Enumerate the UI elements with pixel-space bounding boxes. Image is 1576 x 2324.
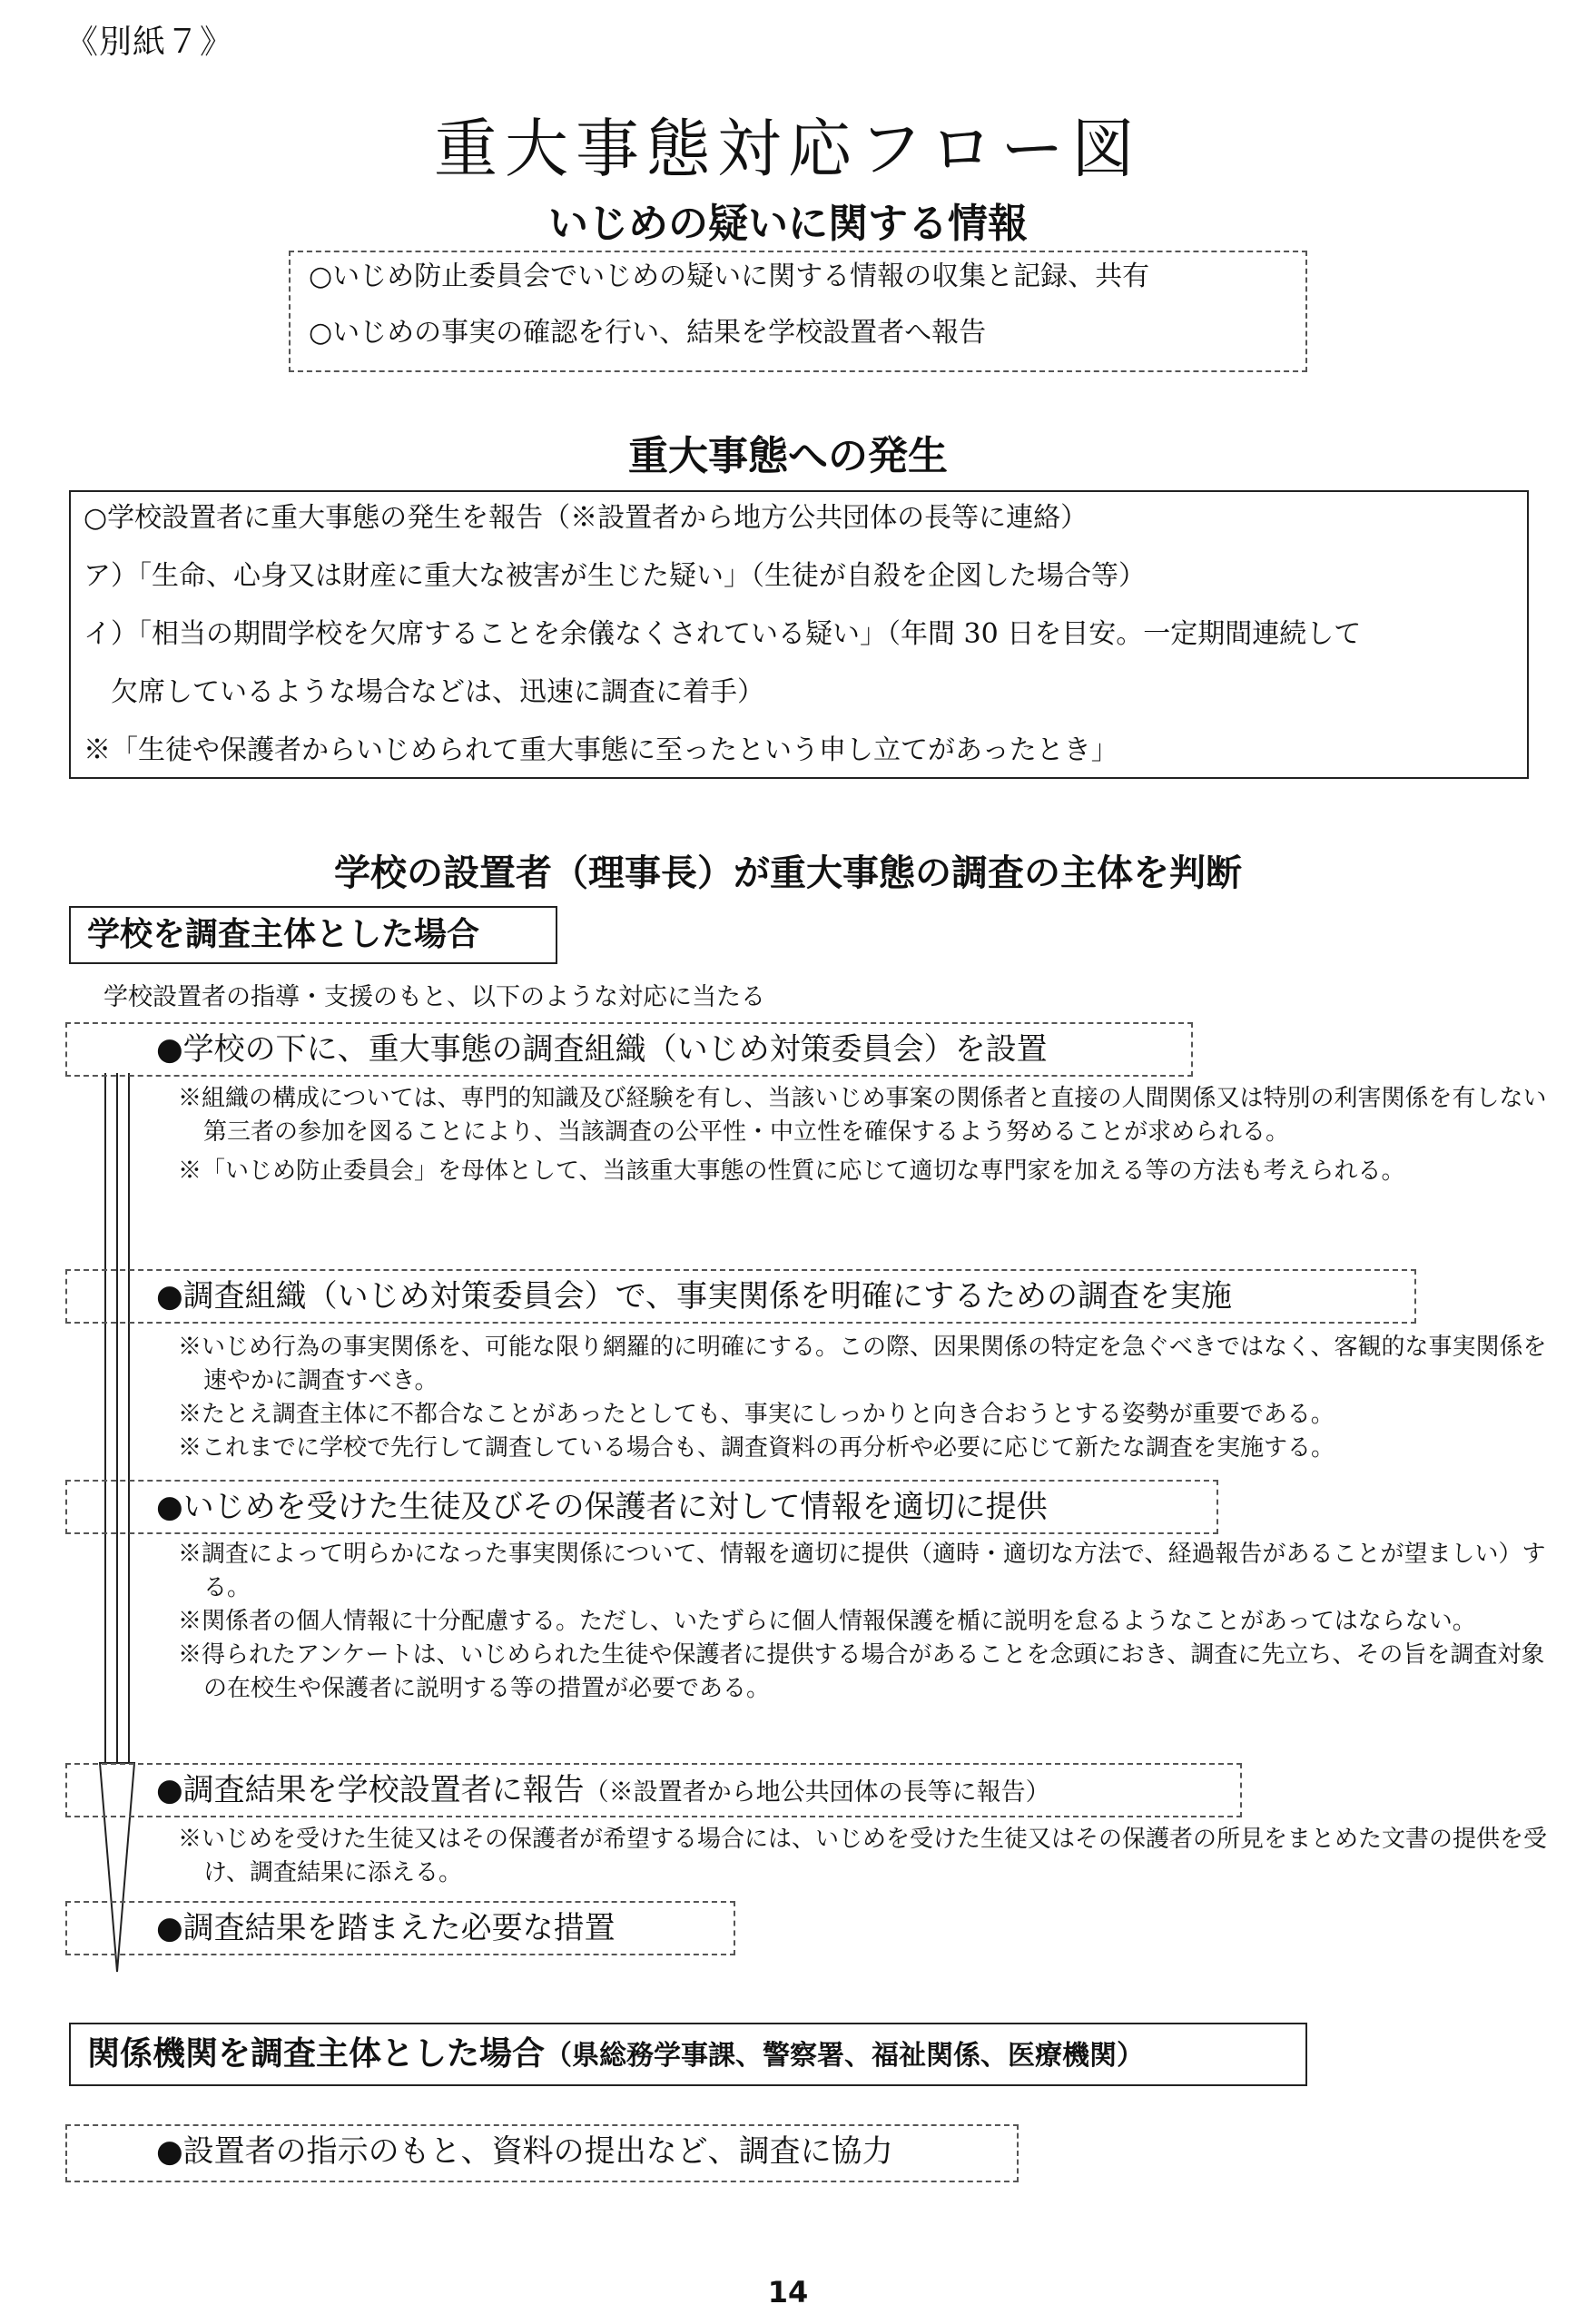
step-5-box — [65, 1901, 735, 1955]
step-4-text: ●調査結果を学校設置者に報告 — [156, 1772, 585, 1808]
step-2-box — [65, 1269, 1416, 1324]
step-1-text: ●学校の下に、重大事態の調査組織（いじめ対策委員会）を設置 — [156, 1031, 1048, 1068]
section1-line-1: ○いじめ防止委員会でいじめの疑いに関する情報の収集と記録、共有 — [309, 261, 1150, 292]
step-5-text: ●調査結果を踏まえた必要な措置 — [156, 1910, 616, 1946]
step-2-note-3: ※これまでに学校で先行して調査している場合も、調査資料の再分析や必要に応じて新たな調査を実施する。 — [178, 1434, 1335, 1462]
step-4-notes — [178, 1823, 1561, 1890]
step-3-box — [65, 1480, 1218, 1534]
case1-label: 学校を調査主体とした場合 — [69, 906, 557, 964]
section2-line-5: ※「生徒や保護者からいじめられて重大事態に至ったという申し立てがあったとき」 — [84, 734, 1118, 766]
step-4-note-1: ※いじめを受けた生徒又はその保護者が希望する場合には、いじめを受けた生徒又はその保護者の所見をまとめた文書の提供を受け、調査結果に添える。 — [178, 1826, 1548, 1886]
step-3-text: ●いじめを受けた生徒及びその保護者に対して情報を適切に提供 — [156, 1489, 1048, 1525]
section2-line-2: ア）「生命、心身又は財産に重大な被害が生じた疑い」（生徒が自殺を企図した場合等） — [84, 560, 1146, 592]
case1-note: 学校設置者の指導・支援のもと、以下のような対応に当たる — [103, 983, 765, 1011]
step-4-box — [65, 1763, 1242, 1817]
section2-line-1: ○学校設置者に重大事態の発生を報告（※設置者から地方公共団体の長等に連絡） — [84, 502, 1088, 534]
appendix-label: 《別紙７》 — [65, 24, 234, 61]
page-number: 14 — [767, 2275, 809, 2309]
case2-label: 関係機関を調査主体とした場合 — [87, 2035, 546, 2073]
section1-heading: いじめの疑いに関する情報 — [548, 201, 1028, 247]
section2-line-3: イ）「相当の期間学校を欠席することを余儀なくされている疑い」（年間 30 日を目安。一定期間連続して — [84, 618, 1362, 650]
step-1-notes — [178, 1082, 1561, 1188]
page-title: 重大事態対応フロー図 — [434, 112, 1142, 186]
step-2-notes — [178, 1331, 1561, 1465]
case2-label-box — [69, 2023, 1307, 2086]
step-3-note-3: ※得られたアンケートは、いじめられた生徒や保護者に提供する場合があることを念頭におき、調査に先立ち、その旨を調査対象の在校生や保護者に説明する等の措置が必要である。 — [178, 1641, 1545, 1702]
section2-line-4: 欠席しているような場合などは、迅速に調査に着手） — [84, 676, 764, 708]
step-2-text: ●調査組織（いじめ対策委員会）で、事実関係を明確にするための調査を実施 — [156, 1278, 1232, 1315]
section2-box — [69, 490, 1529, 779]
step-3-note-1: ※調査によって明らかになった事実関係について、情報を適切に提供（適時・適切な方法で、経過報告があることが望ましい）する。 — [178, 1541, 1546, 1601]
step-3-note-2: ※関係者の個人情報に十分配慮する。ただし、いたずらに個人情報保護を楯に説明を怠るようなことがあってはならない。 — [178, 1608, 1476, 1635]
section1-line-2: ○いじめの事実の確認を行い、結果を学校設置者へ報告 — [309, 317, 987, 349]
step-1-note-1: ※組織の構成については、専門的知識及び経験を有し、当該いじめ事案の関係者と直接の人間関係又は特別の利害関係を有しない第三者の参加を図ることにより、当該調査の公平性・中立性を確保するよう努めることが求められる。 — [178, 1085, 1547, 1146]
step-2-note-1: ※いじめ行為の事実関係を、可能な限り網羅的に明確にする。この際、因果関係の特定を急ぐべきではなく、客観的な事実関係を速やかに調査すべき。 — [178, 1334, 1547, 1394]
case2-step-box — [65, 2124, 1019, 2182]
step-1-note-2: ※「いじめ防止委員会」を母体として、当該重大事態の性質に応じて適切な専門家を加える等の方法も考えられる。 — [178, 1157, 1405, 1185]
step-4-subtext: （※設置者から地公共団体の長等に報告） — [584, 1778, 1050, 1807]
step-1-box — [65, 1022, 1193, 1077]
case2-sub: （県総務学事課、警察署、福祉関係、医療機関） — [545, 2040, 1145, 2072]
case2-step-text: ●設置者の指示のもと、資料の提出など、調査に協力 — [156, 2133, 893, 2170]
section3-heading: 学校の設置者（理事長）が重大事態の調査の主体を判断 — [334, 852, 1242, 894]
section2-heading: 重大事態への発生 — [628, 433, 948, 479]
step-2-note-2: ※たとえ調査主体に不都合なことがあったとしても、事実にしっかりと向き合おうとする姿勢が重要である。 — [178, 1401, 1335, 1428]
step-3-notes — [178, 1538, 1561, 1706]
section1-box — [289, 251, 1307, 372]
